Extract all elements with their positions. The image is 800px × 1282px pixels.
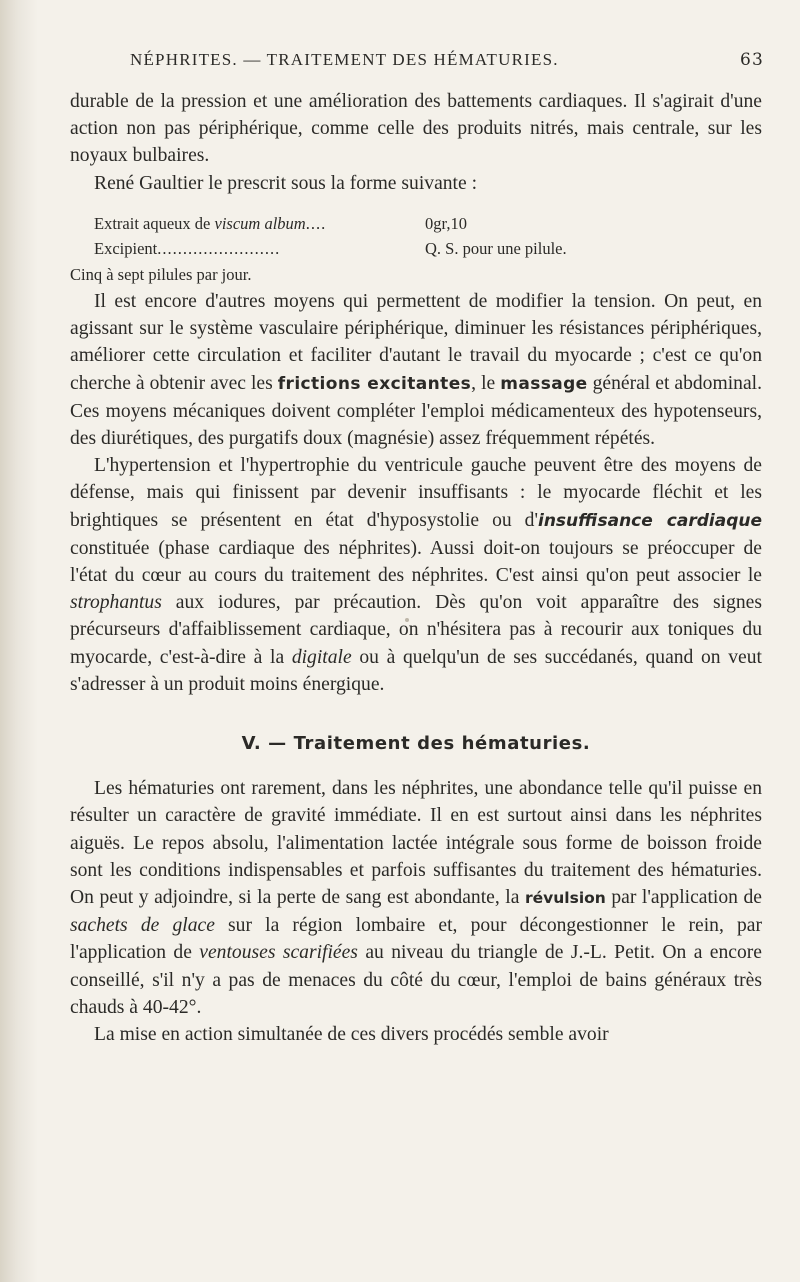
paragraph-gaultier: René Gaultier le prescrit sous la forme suivante : xyxy=(94,172,478,194)
header-title: NÉPHRITES. — TRAITEMENT DES HÉMATURIES. xyxy=(130,50,559,69)
prescription-formula xyxy=(94,211,762,261)
formula-dose: 0gr,10 xyxy=(425,213,467,233)
running-header xyxy=(130,50,764,70)
page-number: 63 xyxy=(739,50,764,70)
formula-row xyxy=(94,236,762,261)
paragraph-final: La mise en action simultanée de ces divers procédés semble avoir xyxy=(94,1024,609,1046)
formula-ingredient: Extrait aqueux de viscum album.... xyxy=(94,213,327,233)
paragraph-continued: durable de la pression et une amélioration des battements cardiaques. Il s'agirait d'une action non pas périphérique, comme celle des produits nitrés, mais centrale, sur les noyaux bulbaires. xyxy=(70,91,762,167)
dosage-note: Cinq à sept pilules par jour. xyxy=(70,264,252,284)
paragraph-other-means: Il est encore d'autres moyens qui permettent de modifier la tension. On peut, en agissant sur le système vasculaire périphérique, diminuer les résistances périphériques, améliorer cette circulation et faciliter d'autant le travail du myocarde ; c'est ce qu'on cherche à obtenir avec les frictions excitantes, le massage général et abdominal. Ces moyens mécaniques doivent compléter l'emploi médicamenteux des hypotenseurs, des diurétiques, des purgatifs doux (magnésie) assez fréquemment répétés. xyxy=(70,291,762,450)
page-body xyxy=(70,88,762,1048)
formula-ingredient: Excipient........................ xyxy=(94,238,281,258)
paragraph-hematuries: Les hématuries ont rarement, dans les néphrites, une abondance telle qu'il puisse en résulter un caractère de gravité immédiate. Il en est surtout ainsi dans les néphrites aiguës. Le repos absolu, l'alimentation lactée intégrale sous forme de boisson froide sont les conditions indispensables et parfois suffisantes du traitement des hématuries. On peut y adjoindre, si la perte de sang est abondante, la révulsion par l'application de sachets de glace sur la région lombaire et, pour décongestionner le rein, par l'application de ventouses scarifiées au niveau du triangle de J.-L. Petit. On a encore conseillé, s'il n'y a pas de menaces du côté du cœur, l'emploi de bains généraux très chauds à 40-42°. xyxy=(70,778,762,1018)
formula-row xyxy=(94,211,762,236)
page-gutter-shadow xyxy=(0,0,38,1282)
paragraph-hypertension: L'hypertension et l'hypertrophie du ventricule gauche peuvent être des moyens de défense, mais qui finissent par devenir insuffisants : le myocarde fléchit et les brightiques se présentent en état d'hyposystolie ou d'insuffisance cardiaque constituée (phase cardiaque des néphrites). Aussi doit-on toujours se préoccuper de l'état du cœur au cours du traitement des néphrites. C'est ainsi qu'on peut associer le strophantus aux iodures, par précaution. Dès qu'on voit apparaître des signes précurseurs d'affaiblissement cardiaque, on n'hésitera pas à recourir aux toniques du myocarde, c'est-à-dire à la digitale ou à quelqu'un de ses succédanés, quand on veut s'adresser à un produit moins énergique. xyxy=(70,455,762,695)
section-heading: V. — Traitement des hématuries. xyxy=(241,733,591,755)
formula-dose: Q. S. pour une pilule. xyxy=(425,238,567,258)
